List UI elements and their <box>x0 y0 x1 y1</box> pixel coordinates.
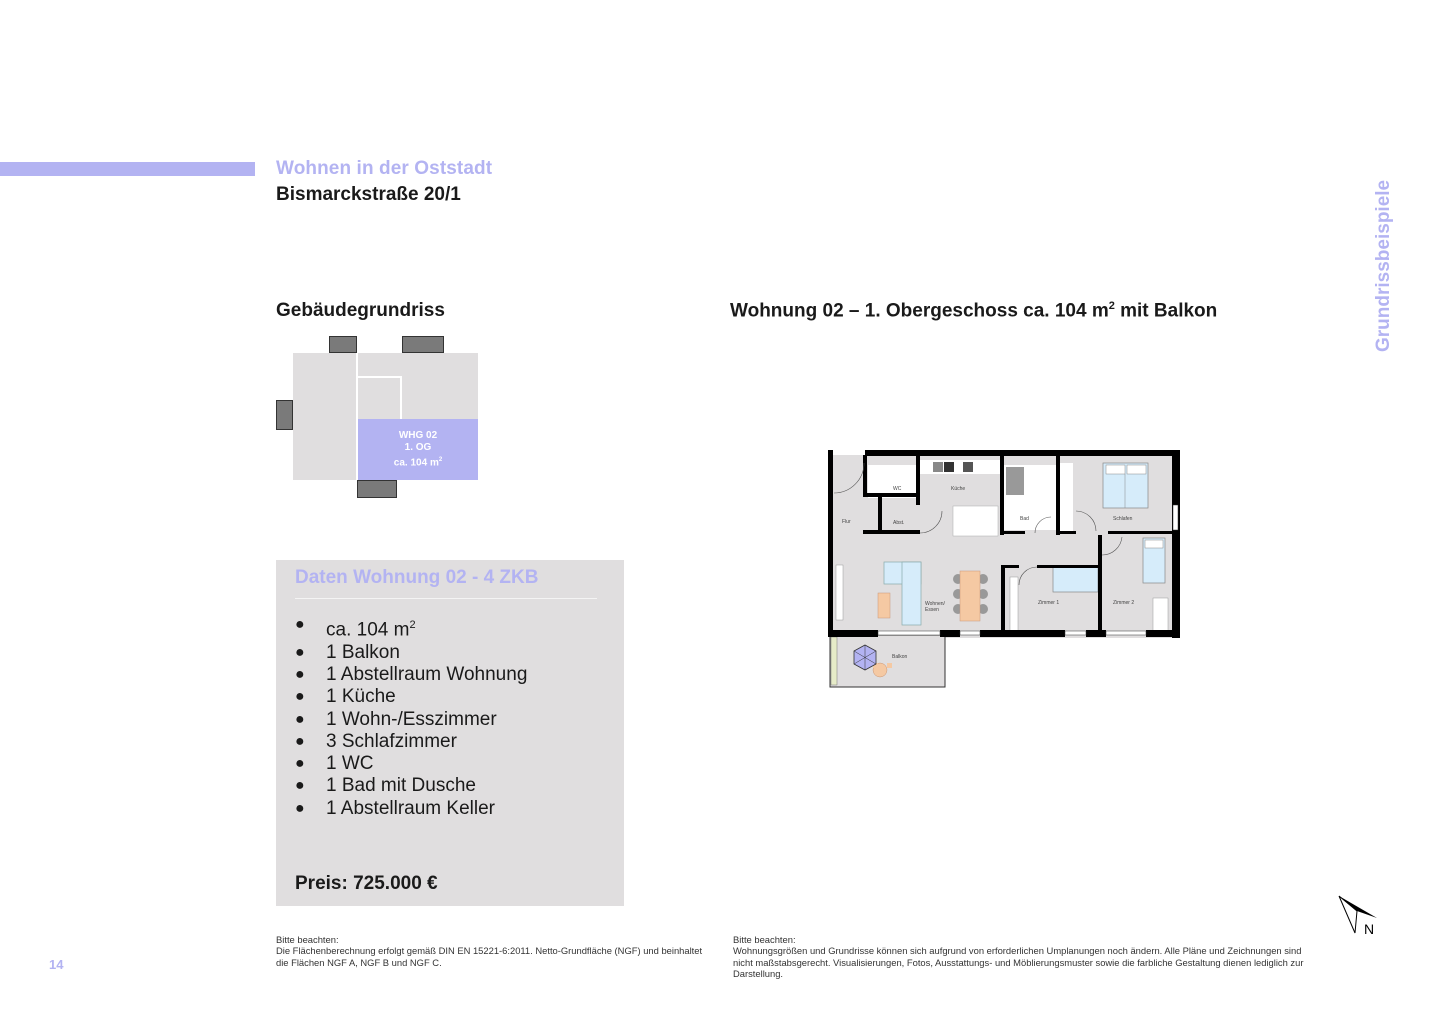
north-arrow-icon <box>1335 893 1385 938</box>
note-text: Die Flächenberechnung erfolgt gemäß DIN EN 15221-6:2011. Netto-Grundfläche (NGF) und beinhaltet die Flächen NGF A, NGF B und NGF C. <box>276 945 703 968</box>
price-label: Preis: 725.000 € <box>295 873 438 894</box>
list-item: ● 1 Abstellraum Wohnung <box>295 663 528 685</box>
room-label-flur: Flur <box>842 519 851 525</box>
note-heading: Bitte beachten: <box>276 934 339 945</box>
room-label-essen: Essen <box>925 607 939 613</box>
room-label-bad: Bad <box>1020 516 1029 522</box>
room-label-schlafen: Schlafen <box>1113 516 1133 522</box>
list-item: ● 1 Abstellraum Keller <box>295 797 495 819</box>
room-label-kueche: Küche <box>951 486 966 492</box>
project-title: Wohnen in der Oststadt <box>276 158 493 179</box>
feature-list <box>295 614 527 820</box>
divider <box>295 598 597 599</box>
page-number: 14 <box>49 957 64 972</box>
list-item: ● 1 Küche <box>295 686 396 708</box>
plan-disclaimer-note <box>733 934 1318 980</box>
apartment-plan-heading: Wohnung 02 – 1. Obergeschoss ca. 104 $m^2$ mit Balkon <box>730 300 1218 322</box>
accent-bar <box>0 162 255 176</box>
list-item: ● 1 WC <box>295 753 374 775</box>
list-item: ● 1 Bad mit Dusche <box>295 775 476 797</box>
list-item: ● 1 Balkon <box>295 641 400 663</box>
note-text: Wohnungsgrößen und Grundrisse können sich aufgrund von erforderlichen Umplanungen noch ändern. Alle Pläne und Zeichnungen sind nicht maßstabsgerecht. Visualisierungen, Fotos, Ausstattungs- und Möblierungsmuster sowie die farbliche Gestaltung dienen lediglich zur Darstellung. <box>733 945 1304 980</box>
list-item: ● 1 Wohn-/Esszimmer <box>295 708 497 730</box>
area-calculation-note <box>276 934 706 968</box>
section-side-label: Grundrissbeispiele <box>1373 179 1394 352</box>
room-label-wohnen: Wohnen/ <box>925 601 945 607</box>
apartment-data-box <box>276 560 624 906</box>
unit-label: WHG 02 <box>398 430 438 441</box>
unit-area-label: ca. 104 $m^2$ <box>393 457 443 469</box>
highlighted-unit <box>358 419 478 480</box>
building-plan-diagram <box>276 336 486 501</box>
apartment-floor-plan <box>820 445 1190 695</box>
floor-label: 1. OG <box>404 442 432 453</box>
building-plan-heading: Gebäudegrundriss <box>276 300 445 321</box>
room-label-abst: Abst. <box>893 520 905 526</box>
list-item: ● ca. 104 $m^2$ <box>295 616 416 641</box>
room-label-zimmer1: Zimmer 1 <box>1038 600 1060 606</box>
room-label-balkon: Balkon <box>892 654 908 660</box>
data-box-title: Daten Wohnung 02 - 4 ZKB <box>295 567 539 588</box>
list-item: ● 3 Schlafzimmer <box>295 730 457 752</box>
room-label-wc: WC <box>893 486 902 492</box>
room-label-zimmer2: Zimmer 2 <box>1113 600 1135 606</box>
note-heading: Bitte beachten: <box>733 934 796 945</box>
project-address: Bismarckstraße 20/1 <box>276 184 461 205</box>
svg-text:N: N <box>1364 921 1375 937</box>
